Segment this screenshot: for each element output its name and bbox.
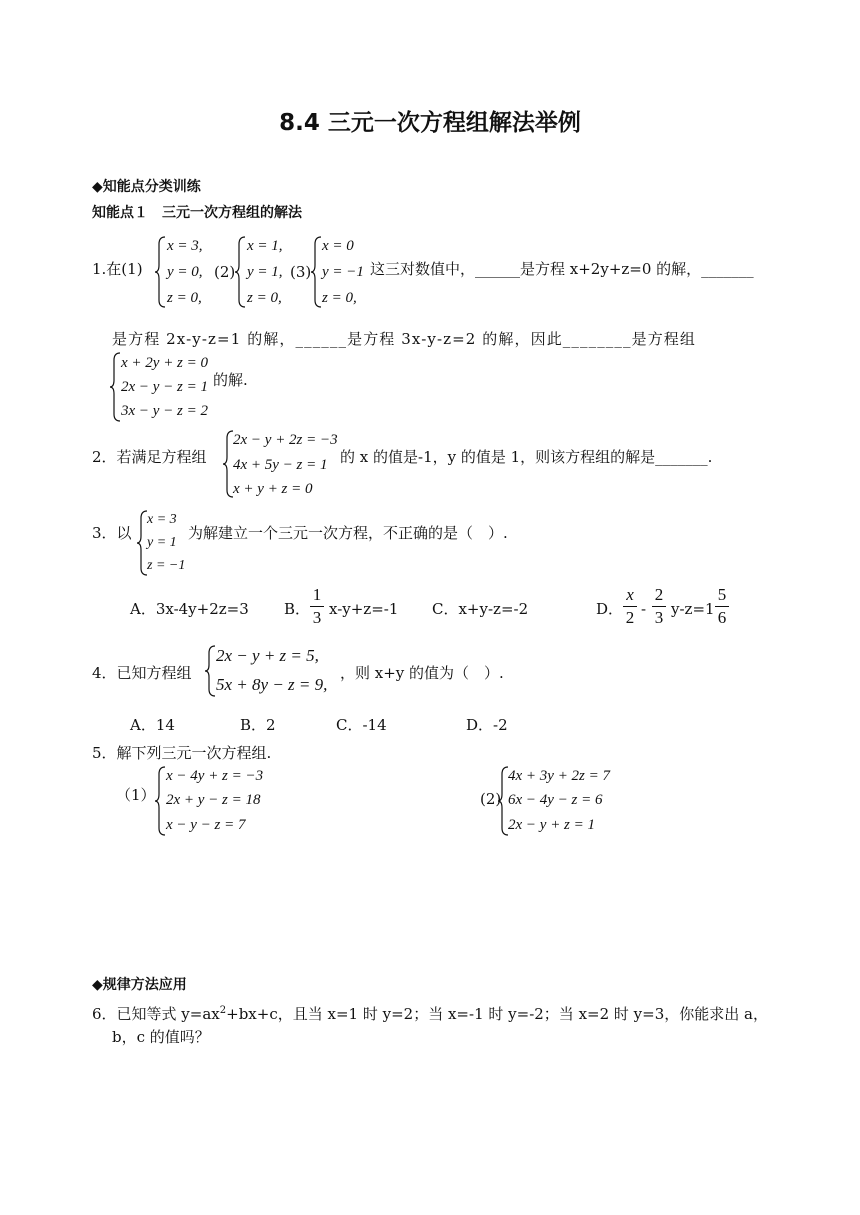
fraction-bar (310, 606, 324, 607)
q1-sys2-eq3: z = 0, (247, 290, 282, 306)
q3-prefix: 3．以 (92, 524, 132, 542)
q6-line1 (92, 1002, 768, 1023)
q4-option-d: D．-2 (466, 716, 508, 734)
page-title: 8.4 三元一次方程组解法举例 (279, 110, 581, 136)
q3-option-c: C．x+y-z=-2 (432, 600, 529, 618)
q3-option-d-label: D． (596, 600, 624, 618)
q1-tail: 的解. (213, 371, 248, 389)
q3-option-d-frac3-num: 5 (717, 585, 727, 604)
section-heading-method: ◆规律方法应用 (92, 977, 187, 993)
q5-sys1-eq1: x − 4y + z = −3 (166, 768, 264, 784)
fraction-bar (715, 606, 729, 607)
q1-sys4-eq2: 2x − y − z = 1 (121, 379, 209, 395)
q1-label-3: (3) (290, 263, 312, 281)
q3-option-d-mid: y-z=1 (671, 600, 715, 618)
q1-sys3-eq2: y = −1 (322, 264, 364, 280)
q3-option-d-frac1-num: x (626, 585, 634, 604)
q1-sys1-eq2: y = 0, (167, 264, 203, 280)
q5-sys2-eq2: 6x − 4y − z = 6 (508, 792, 603, 808)
q3-option-d-fraction-2 (652, 585, 666, 628)
q4-option-a: A．14 (130, 716, 175, 734)
q2-sys-eq3: x + y + z = 0 (233, 481, 313, 497)
q4-sys-eq2: 5x + 8y − z = 9, (216, 675, 328, 694)
q5-sys1-eq3: x − y − z = 7 (166, 817, 246, 833)
q1-brace-2 (235, 236, 247, 308)
q2-prefix: 2．若满足方程组 (92, 448, 207, 466)
q3-option-b-numerator: 1 (312, 585, 322, 604)
section-heading-training: ◆知能点分类训练 (92, 179, 201, 195)
q3-option-a: A．3x-4y+2z=3 (130, 600, 249, 618)
q3-option-d-frac1-den: 2 (625, 608, 635, 627)
q3-sys-eq1: x = 3 (147, 512, 177, 527)
q1-sys1-eq1: x = 3, (167, 238, 203, 254)
q6-line1-a: 6．已知等式 y=ax (92, 1005, 220, 1023)
q5-prefix: 5．解下列三元一次方程组. (92, 744, 272, 762)
q4-option-b: B．2 (240, 716, 276, 734)
q3-option-b-label: B． (284, 600, 311, 618)
knowledge-point-heading: 知能点１ 三元一次方程组的解法 (92, 205, 302, 221)
q3-option-b-denominator: 3 (312, 608, 322, 627)
q1-line1-tail: 这三对数值中，______是方程 x+2y+z=0 的解，_______ (370, 260, 754, 278)
q3-sys-eq3: z = −1 (147, 558, 186, 573)
q3-option-d-frac2-num: 2 (654, 585, 664, 604)
q1-prefix: 1.在(1) (92, 260, 143, 278)
q2-tail: 的 x 的值是-1，y 的值是 1，则该方程组的解是_______. (340, 448, 713, 466)
q1-sys1-eq3: z = 0, (167, 290, 202, 306)
fraction-bar (623, 606, 637, 607)
q2-sys-eq2: 4x + 5y − z = 1 (233, 457, 328, 473)
q2-sys-eq1: 2x − y + 2z = −3 (233, 432, 338, 448)
q3-sys-eq2: y = 1 (147, 535, 177, 550)
q1-sys2-eq1: x = 1, (247, 238, 283, 254)
q3-option-d-frac3-den: 6 (717, 608, 727, 627)
q6-line2: b，c 的值吗？ (112, 1028, 210, 1046)
q4-tail: ，则 x+y 的值为（ ）. (340, 664, 504, 682)
q5-sys1-eq2: 2x + y − z = 18 (166, 792, 261, 808)
q3-option-b-rest: x-y+z=-1 (329, 600, 399, 618)
q5-sys2-eq3: 2x − y + z = 1 (508, 817, 596, 833)
q1-sys4-eq3: 3x − y − z = 2 (121, 403, 209, 419)
q4-option-c: C．-14 (336, 716, 387, 734)
fraction-bar (652, 606, 666, 607)
q3-tail: 为解建立一个三元一次方程，不正确的是（ ）. (188, 524, 508, 542)
q1-label-2: (2) (214, 263, 236, 281)
q3-option-b-fraction (310, 585, 324, 628)
q6-line1-b: +bx+c，且当 x=1 时 y=2；当 x=-1 时 y=-2；当 x=2 时 y=3，你能求出 a， (226, 1005, 768, 1023)
q1-sys3-eq1: x = 0 (322, 238, 354, 254)
q1-sys2-eq2: y = 1, (247, 264, 283, 280)
q5-sys2-eq1: 4x + 3y + 2z = 7 (508, 768, 611, 784)
q4-sys-eq1: 2x − y + z = 5, (216, 646, 319, 665)
q3-option-d-minus: - (641, 600, 647, 618)
q5-label-1: （1） (116, 786, 156, 804)
q3-option-d-fraction-1 (623, 585, 637, 628)
q5-label-2: (2) (480, 790, 502, 808)
q1-line2: 是方程 2x-y-z=1 的解，______是方程 3x-y-z=2 的解，因此________是方程组 (112, 330, 697, 348)
q3-option-d-frac2-den: 3 (654, 608, 664, 627)
q6-exponent: 2 (219, 1005, 227, 1016)
q1-brace-1 (155, 236, 167, 308)
q4-prefix: 4．已知方程组 (92, 664, 192, 682)
q1-sys3-eq3: z = 0, (322, 290, 357, 306)
q1-sys4-eq1: x + 2y + z = 0 (121, 355, 209, 371)
q3-option-d-fraction-3 (715, 585, 729, 628)
